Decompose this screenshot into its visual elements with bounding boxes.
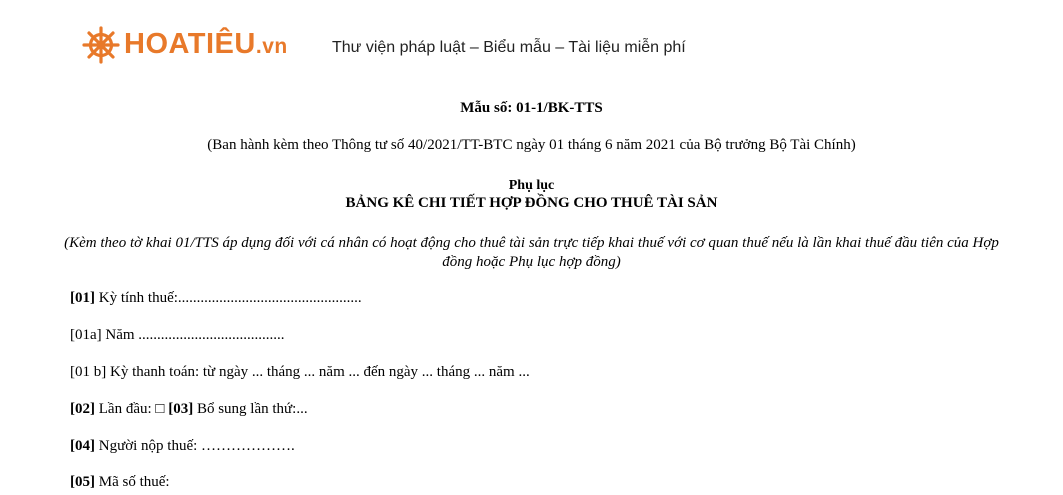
logo-wordmark: HOATIÊU.vn bbox=[124, 28, 288, 60]
issued-by-note: (Ban hành kèm theo Thông tư số 40/2021/TT-BTC ngày 01 tháng 6 năm 2021 của Bộ trưởng Bộ Tài Chính) bbox=[207, 137, 856, 153]
field-tax-period bbox=[70, 290, 362, 307]
document-note: (Kèm theo tờ khai 01/TTS áp dụng đối với cá nhân có hoạt động cho thuê tài sản trực tiếp khai thuế với cơ quan thuế nếu là lần khai thuế đầu tiên của Hợp đồng hoặc Phụ lục hợp đồng) bbox=[64, 235, 999, 270]
field-first-time bbox=[70, 401, 308, 418]
field-code: [02] bbox=[70, 401, 95, 417]
field-year: [01a] Năm ....................................... bbox=[70, 327, 285, 343]
form-code: Mẫu số: 01-1/BK-TTS bbox=[460, 100, 603, 116]
field-text: Mã số thuế: bbox=[95, 474, 170, 490]
site-header bbox=[82, 24, 782, 68]
field-code: [04] bbox=[70, 438, 95, 454]
field-tax-id bbox=[70, 474, 170, 491]
ship-wheel-icon bbox=[82, 26, 120, 64]
field-payment-period: [01 b] Kỳ thanh toán: từ ngày ... tháng ... năm ... đến ngày ... tháng ... năm ... bbox=[70, 364, 530, 380]
document-title: BẢNG KÊ CHI TIẾT HỢP ĐỒNG CHO THUÊ TÀI SẢN bbox=[345, 195, 718, 211]
field-code: [01] bbox=[70, 290, 95, 306]
field-code: [03] bbox=[168, 401, 194, 417]
appendix-label: Phụ lục bbox=[508, 178, 555, 193]
field-taxpayer bbox=[70, 438, 295, 455]
field-text: Người nộp thuế: ………………. bbox=[95, 438, 295, 454]
field-code: [05] bbox=[70, 474, 95, 490]
field-text: Lần đầu: □ bbox=[95, 401, 169, 417]
field-text: Kỳ tính thuế:................................................. bbox=[95, 290, 362, 306]
site-tagline: Thư viện pháp luật – Biểu mẫu – Tài liệu miễn phí bbox=[332, 39, 686, 56]
field-text: Bổ sung lần thứ:... bbox=[193, 401, 308, 417]
